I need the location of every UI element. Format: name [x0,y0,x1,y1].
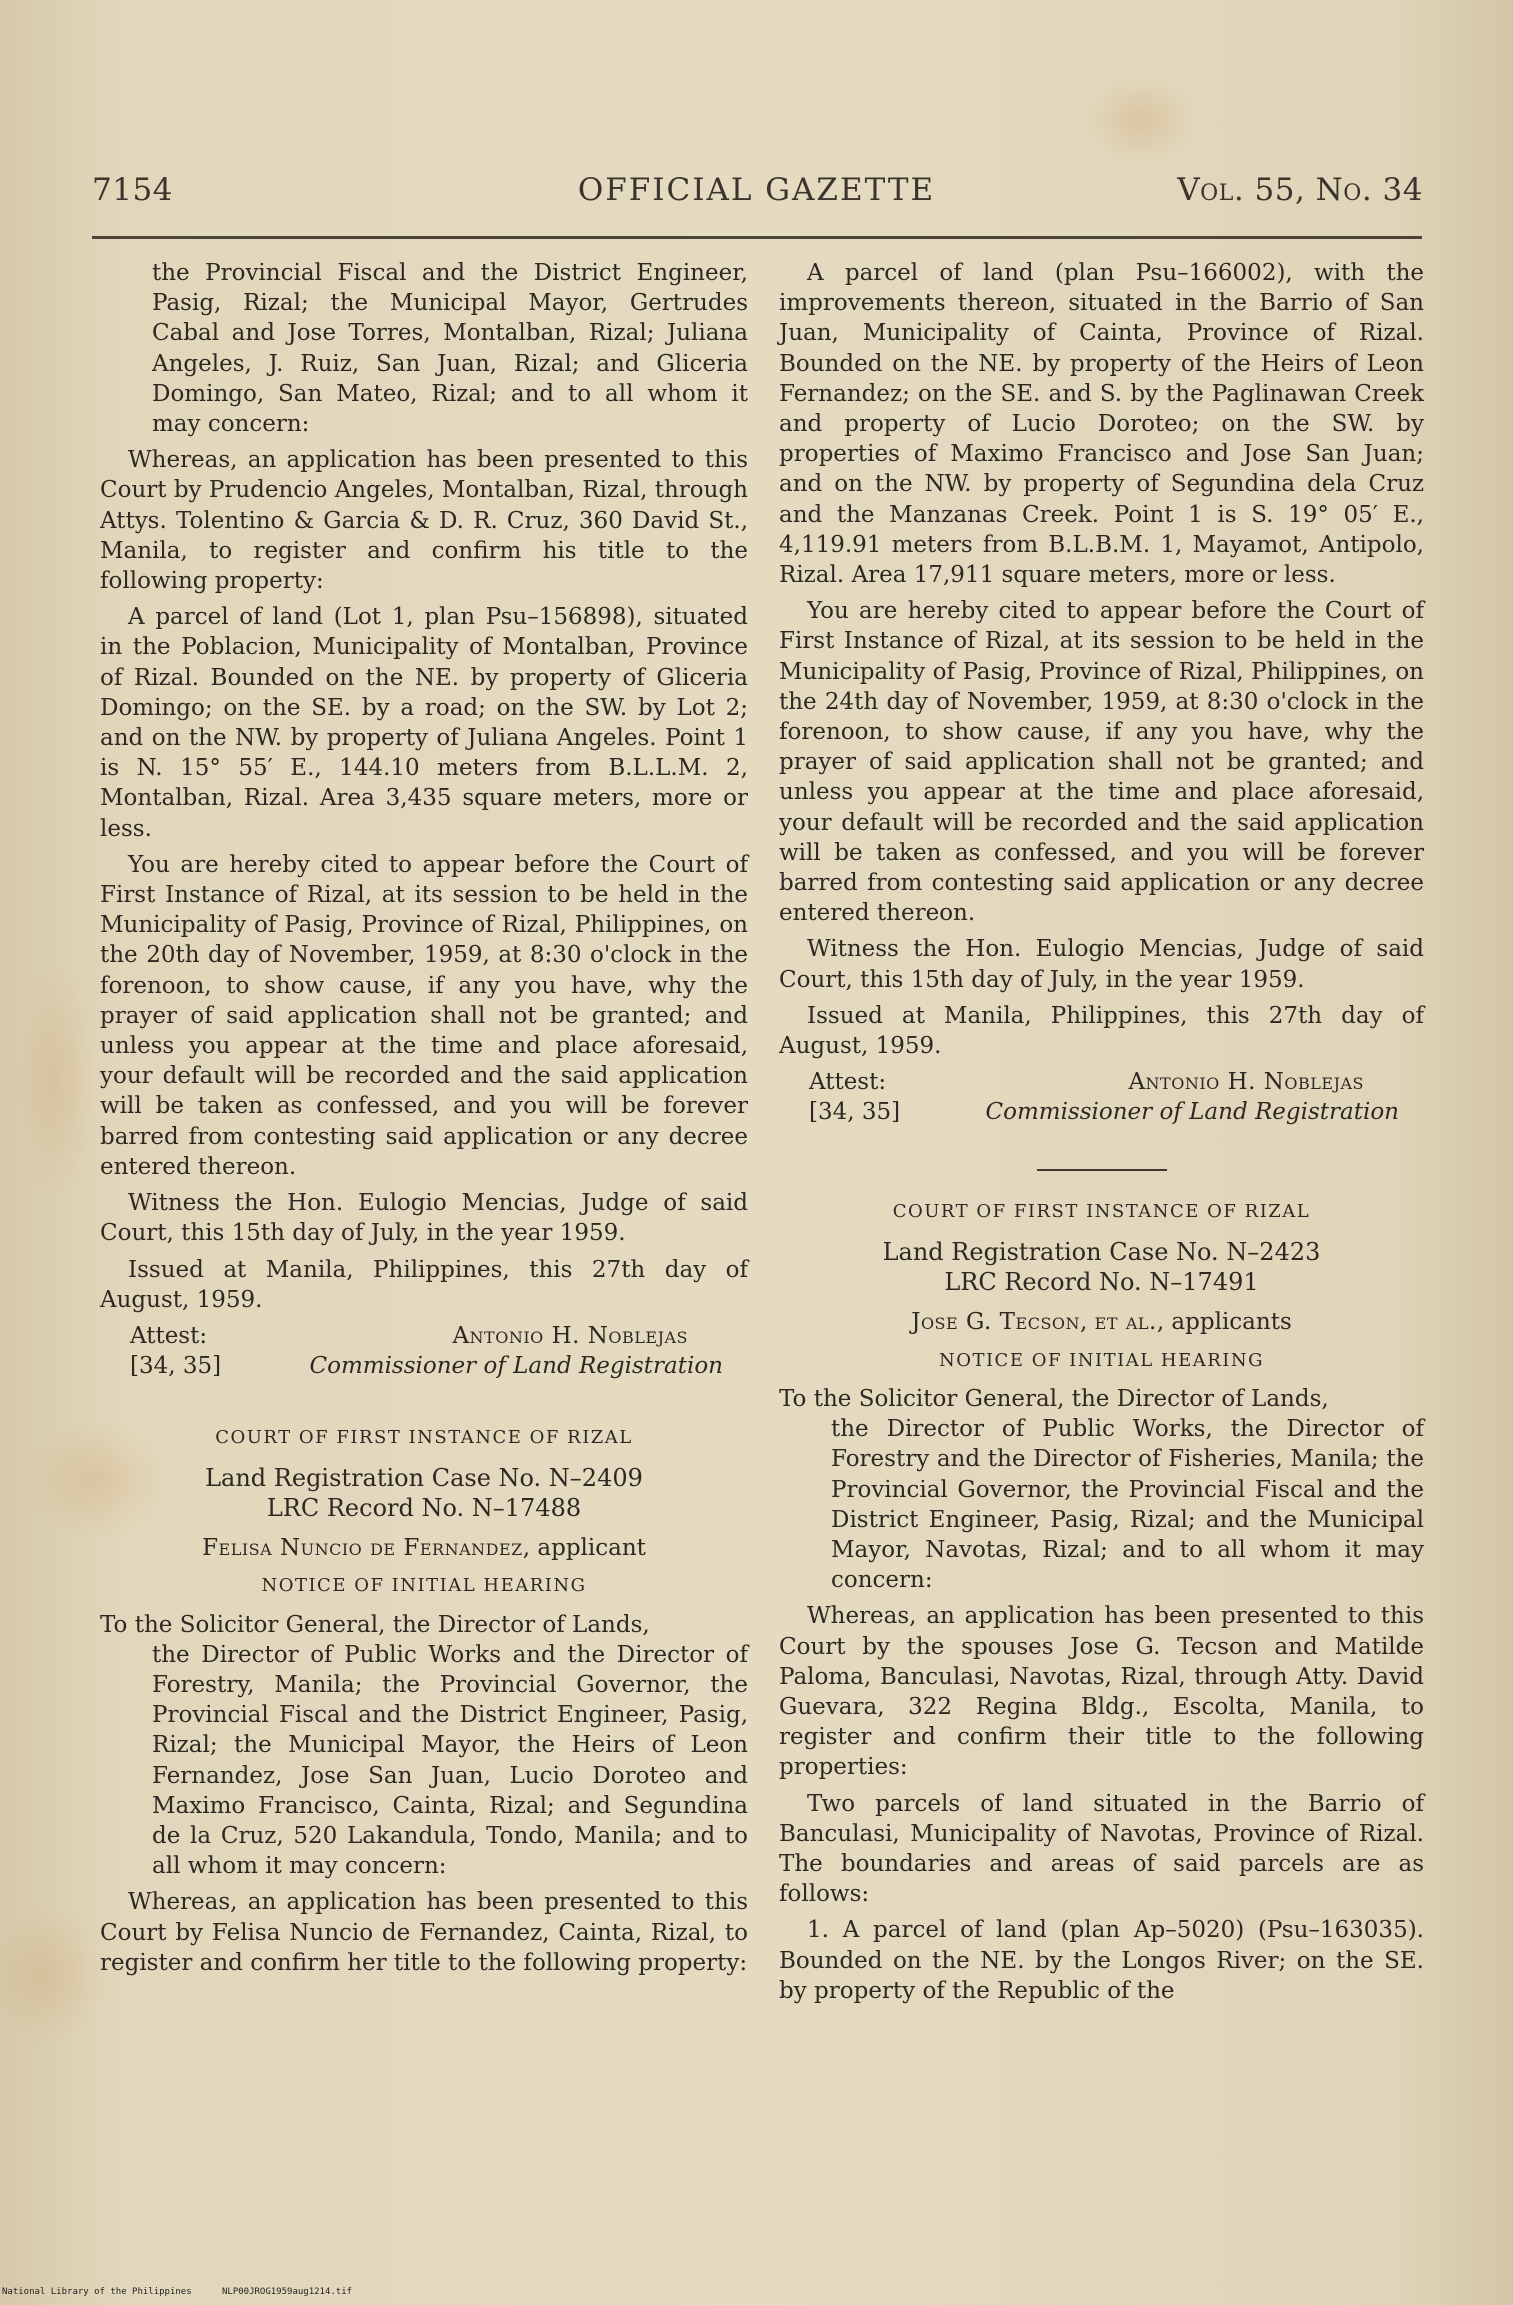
left-parcel-description: A parcel of land (Lot 1, plan Psu–156898), situated in the Poblacion, Municipality of Montalban, Province of Rizal. Bounded on the NE. by property of Gliceria Domingo; on the SE. by a road; on the SW. by Lot 2; and on the NW. by property of Juliana Angeles. Point 1 is N. 15° 55′ E., 144.10 meters from B.L.L.M. 2, Montalban, Rizal. Area 3,435 square meters, more or less. [100,604,748,842]
left-attest-row [100,1321,748,1351]
commissioner-title: Commissioner of Land Registration [309,1352,723,1379]
applicant-role-sep: , [1080,1309,1095,1336]
page-title: OFFICIAL GAZETTE [577,172,936,208]
right-parcels-intro: Two parcels of land situated in the Barrio of Banculasi, Municipality of Navotas, Province of Rizal. The boundaries and areas of said parcels are as follows: [779,1790,1424,1908]
right-citation: You are hereby cited to appear before the Court of First Instance of Rizal, at its session to be held in the Municipality of Pasig, Province of Rizal, Philippines, on the 24th day of November, 1959, at 8:30 o'clock in the forenoon, to show cause, if any you have, why the prayer of said application shall not be granted; and unless you appear at the time and place aforesaid, your default will be recorded and the said application will be taken as confessed, and you will be forever barred from contesting said application or any decree entered thereon. [779,598,1424,927]
notice-heading: NOTICE OF INITIAL HEARING [938,1349,1265,1371]
applicant-role: , applicants [1156,1309,1292,1336]
right-whereas: Whereas, an application has been presented to this Court by the spouses Jose G. Tecson and Matilde Paloma, Banculasi, Navotas, Rizal, through Atty. David Guevara, 322 Regina Bldg., Escolta, Manila, to register and confirm their title to the following properties: [779,1603,1424,1781]
applicant-name: Felisa Nuncio de Fernandez [202,1535,523,1562]
case-number: Land Registration Case No. N–2409 [205,1464,643,1493]
right-witness: Witness the Hon. Eulogio Mencias, Judge of said Court, this 15th day of July, in the year 1959. [779,936,1424,993]
left-issued: Issued at Manila, Philippines, this 27th day of August, 1959. [100,1256,748,1313]
case-number: Land Registration Case No. N–2423 [882,1238,1321,1267]
attest-label: Attest: [809,1069,887,1096]
left-addressees-cont: the Provincial Fiscal and the District Engineer, Pasig, Rizal; the Municipal Mayor, Gertrudes Cabal and Jose Torres, Montalban, Rizal; Juliana Angeles, J. Ruiz, San Juan, Rizal; and Gliceria Domingo, San Mateo, Rizal; and to all whom it may concern: [152,260,748,438]
right-addressees [779,1384,1424,1595]
court-heading: COURT OF FIRST INSTANCE OF RIZAL [892,1201,1311,1223]
applicant-line [779,1307,1424,1337]
right-issued: Issued at Manila, Philippines, this 27th day of August, 1959. [779,1002,1424,1060]
issue-reference: [34, 35] [130,1352,222,1379]
lrc-record-number: LRC Record No. N–17491 [944,1268,1259,1297]
page-number: 7154 [92,172,173,208]
right-column [779,258,1424,2012]
volume-number: Vol. 55, No. 34 [1177,172,1423,208]
left-witness: Witness the Hon. Eulogio Mencias, Judge of said Court, this 15th day of July, in the year 1959. [100,1190,748,1247]
left-citation: You are hereby cited to appear before the Court of First Instance of Rizal, at its session to be held in the Municipality of Pasig, Province of Rizal, Philippines, on the 20th day of November, 1959, at 8:30 o'clock in the forenoon, to show cause, if any you have, why the prayer of said application shall not be granted; and unless you appear at the time and place aforesaid, your default will be recorded and the said application will be taken as confessed, and you will be forever barred from contesting said application or any decree entered thereon. [100,851,748,1180]
issue-reference: [34, 35] [809,1099,901,1126]
left-signature-row [100,1351,748,1383]
header-rule [92,236,1422,239]
applicant-name: Jose G. Tecson [911,1309,1081,1336]
commissioner-title: Commissioner of Land Registration [985,1099,1399,1126]
lrc-record-number: LRC Record No. N–17488 [266,1494,582,1523]
addressees-lead: To the Solicitor General, the Director of Lands, [100,1611,650,1638]
addressees-lead: To the Solicitor General, the Director of Lands, [779,1385,1329,1412]
right-parcel-1: 1. A parcel of land (plan Ap–5020) (Psu–163035). Bounded on the NE. by the Longos River; on the SE. by property of the Republic of the [779,1917,1424,2004]
court-heading: COURT OF FIRST INSTANCE OF RIZAL [215,1426,633,1448]
addressees-rest: the Director of Public Works, the Director of Forestry and the Director of Fisheries, Manila; the Provincial Governor, the Provincial Fiscal and the District Engineer, Pasig, Rizal; and the Municipal Mayor, Navotas, Rizal; and to all whom it may concern: [831,1416,1424,1594]
addressees-rest: the Director of Public Works and the Director of Forestry, Manila; the Provincial Governor, the Provincial Fiscal and the District Engineer, Pasig, Rizal; the Municipal Mayor, the Heirs of Leon Fernandez, Jose San Juan, Lucio Doroteo and Maximo Francisco, Cainta, Rizal; and Segundina de la Cruz, 520 Lakandula, Tondo, Manila; and to all whom it may concern: [152,1641,748,1880]
applicant-line [100,1533,748,1563]
applicant-etal: et al. [1094,1309,1157,1336]
attest-label: Attest: [130,1322,208,1349]
attest-name: Antonio H. Noblejas [452,1322,688,1349]
section-divider [1037,1169,1167,1171]
notice-heading: NOTICE OF INITIAL HEARING [261,1575,587,1597]
scan-filename: NLP00JROG1959aug1214.tif [222,2287,353,2297]
left-addressees [100,1610,748,1882]
right-parcel-description: A parcel of land (plan Psu–166002), with the improvements thereon, situated in the Barrio of San Juan, Municipality of Cainta, Province of Rizal. Bounded on the NE. by property of the Heirs of Leon Fernandez; on the SE. and S. by the Paglinawan Creek and property of Lucio Doroteo; on the SW. by properties of Maximo Francisco and Jose San Juan; and on the NW. by property of Segundina dela Cruz and the Manzanas Creek. Point 1 is S. 19° 05′ E., 4,119.91 meters from B.L.B.M. 1, Mayamot, Antipolo, Rizal. Area 17,911 square meters, more or less. [779,260,1424,589]
attest-name: Antonio H. Noblejas [1128,1069,1364,1096]
left-column [100,258,748,1984]
left-whereas: Whereas, an application has been presented to this Court by Prudencio Angeles, Montalban, Rizal, through Attys. Tolentino & Garcia & D. R. Cruz, 360 David St., Manila, to register and confirm his title to the following property: [100,447,748,595]
library-credit: National Library of the Philippines [2,2287,192,2297]
left-whereas-2: Whereas, an application has been presented to this Court by Felisa Nuncio de Fernandez, Cainta, Rizal, to register and confirm her title to the following property: [100,1889,748,1976]
right-attest-row [779,1067,1424,1097]
applicant-role: , applicant [522,1535,646,1562]
right-signature-row [779,1097,1424,1129]
